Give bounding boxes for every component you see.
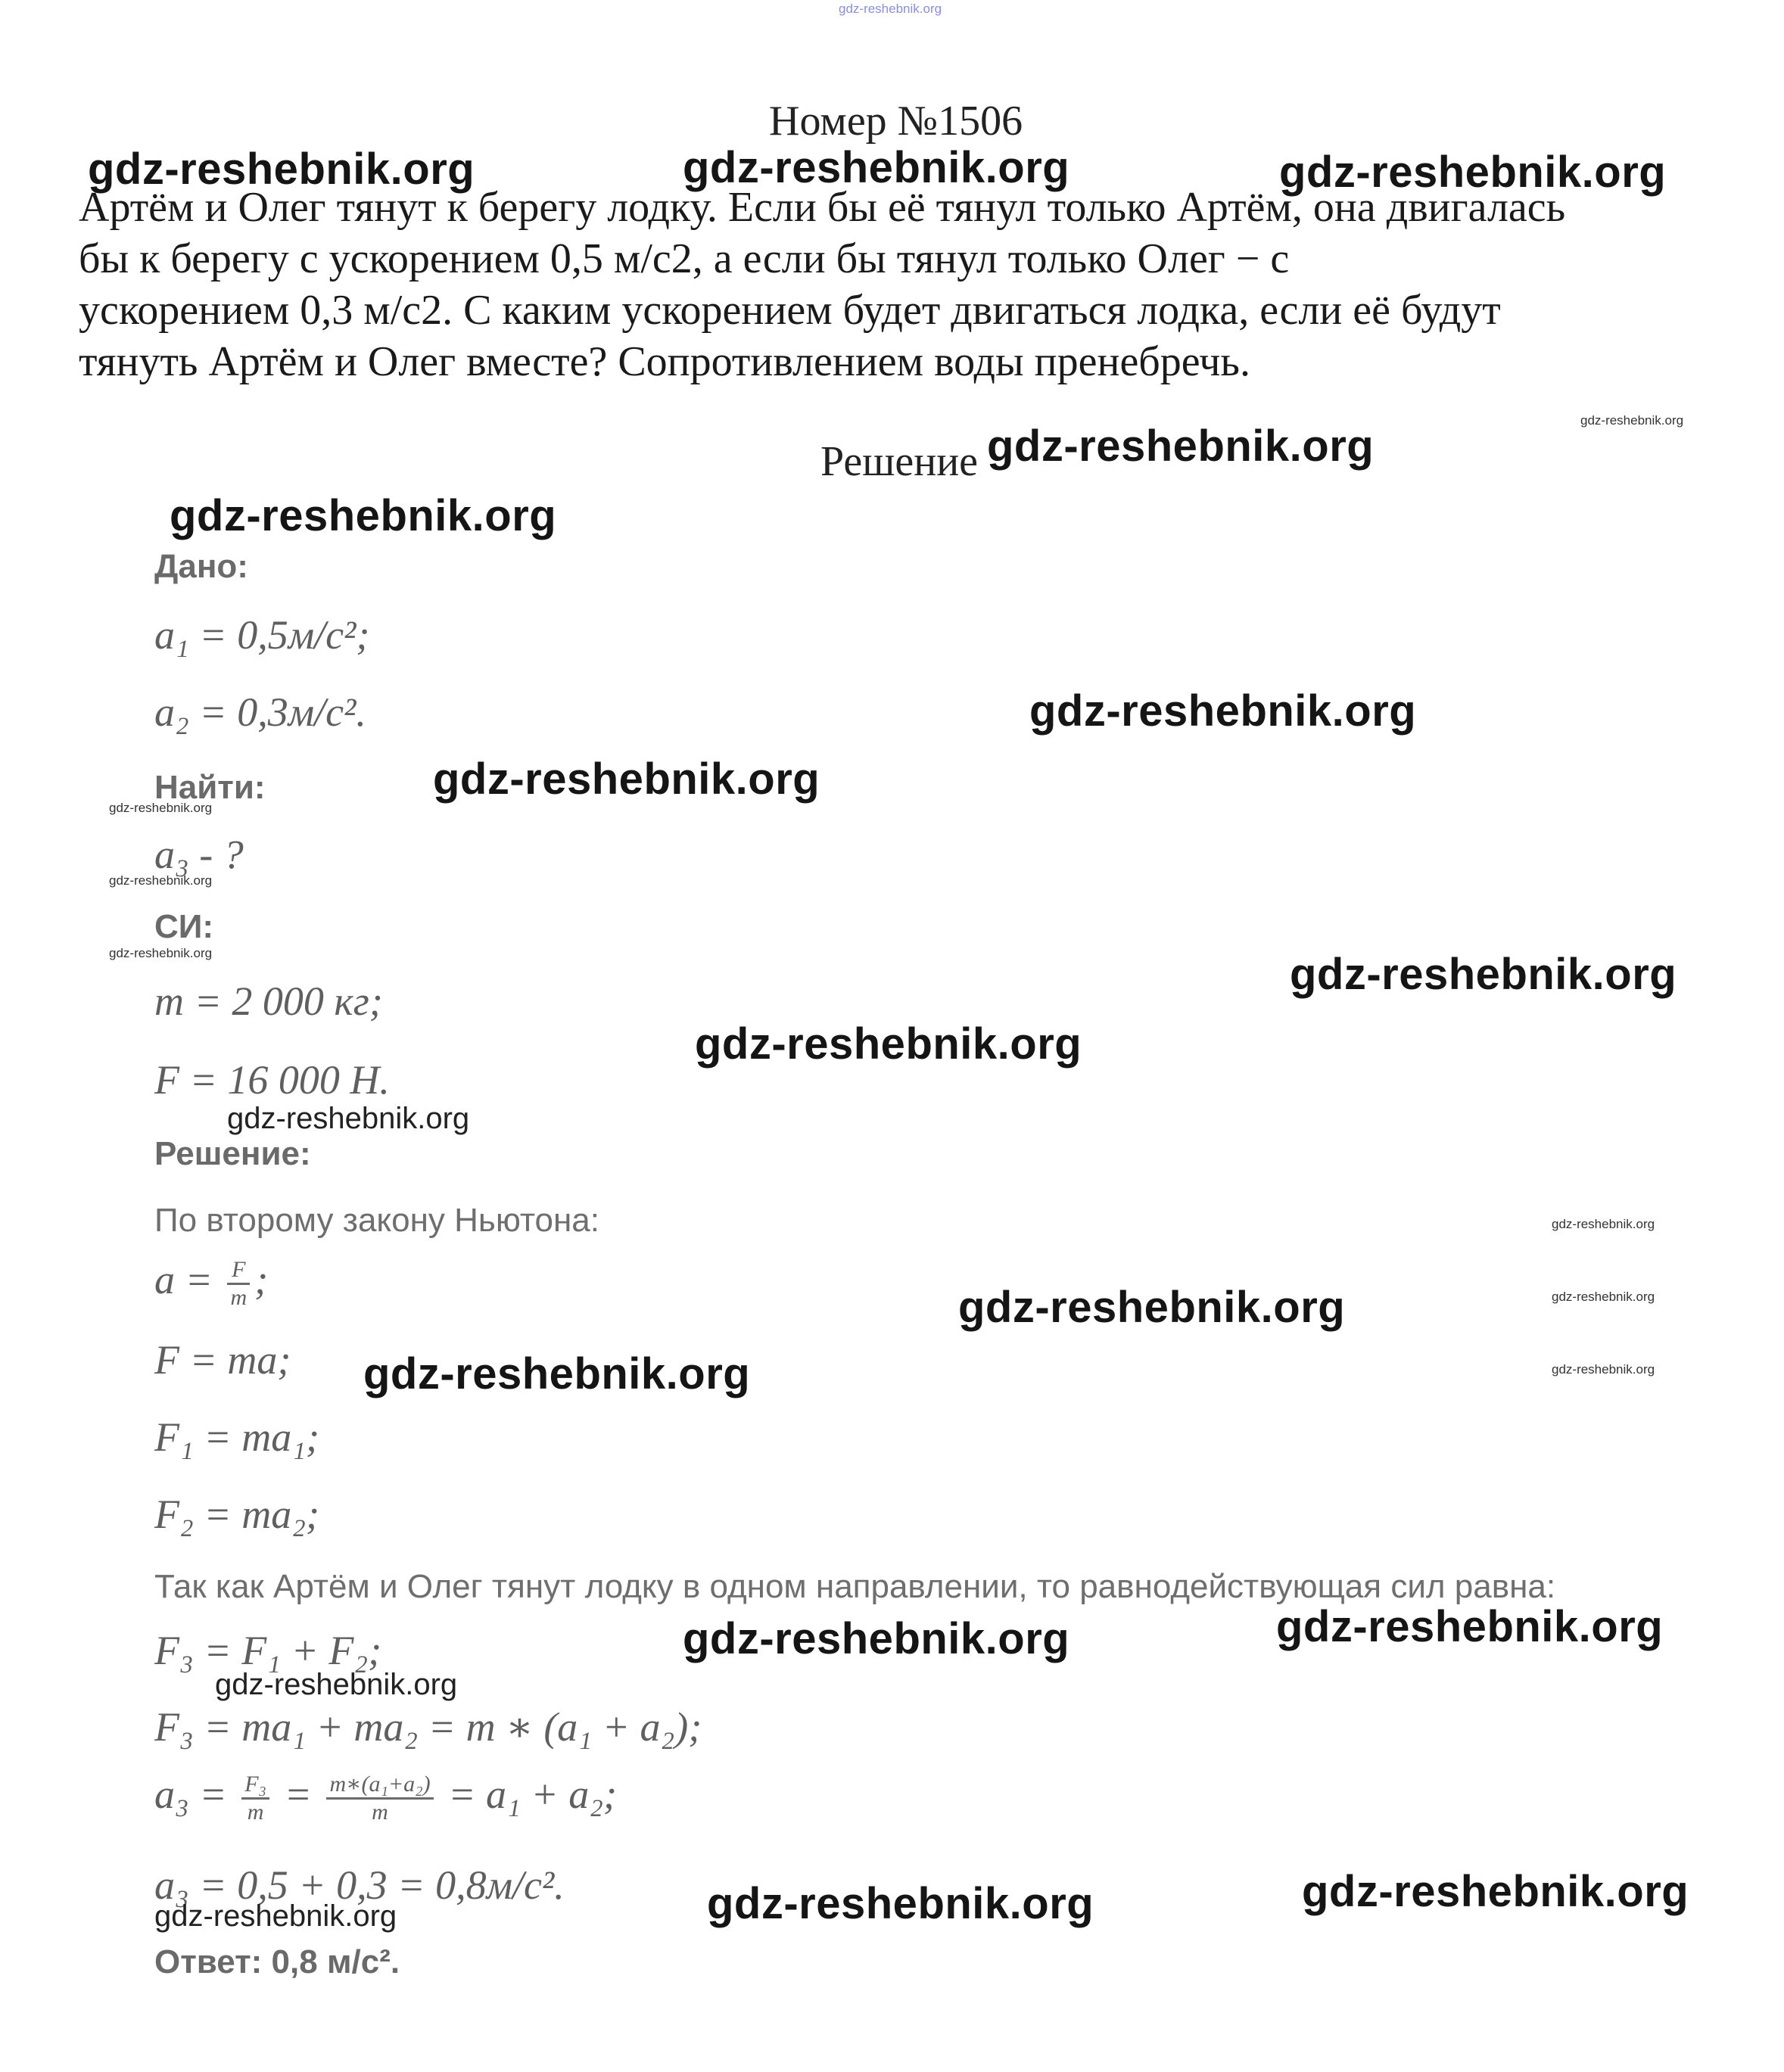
eq-rhs: = a₁ + a₂; <box>448 1772 617 1817</box>
equation-f3-expand: F₃ = ma₁ + ma₂ = m ∗ (a₁ + a₂); <box>154 1704 702 1750</box>
solution-heading: Решение <box>820 438 979 485</box>
find-a3: a₃ - ? <box>154 832 244 877</box>
equation-f1: F₁ = ma₁; <box>154 1414 319 1460</box>
watermark: gdz-reshebnik.org <box>227 1102 470 1135</box>
watermark: gdz-reshebnik.org <box>1276 1602 1664 1651</box>
solution-label: Решение: <box>154 1135 311 1172</box>
problem-line: тянуть Артём и Олег вместе? Сопротивлением воды пренебречь. <box>79 338 1250 385</box>
direction-text: Так как Артём и Олег тянут лодку в одном направлении, то равнодействующая сил равна: <box>154 1568 1556 1605</box>
watermark: gdz-reshebnik.org <box>958 1283 1346 1332</box>
given-a2: a₂ = 0,3м/с². <box>154 689 366 735</box>
watermark: gdz-reshebnik.org <box>1552 1217 1655 1231</box>
watermark: gdz-reshebnik.org <box>109 946 213 960</box>
problem-line: Артём и Олег тянут к берегу лодку. Если бы её тянул только Артём, она двигалась <box>79 184 1566 231</box>
eq-lhs: a₃ = <box>154 1772 227 1817</box>
watermark: gdz-reshebnik.org <box>1580 413 1684 428</box>
watermark: gdz-reshebnik.org <box>109 801 213 815</box>
watermark: gdz-reshebnik.org <box>1552 1362 1655 1377</box>
watermark: gdz-reshebnik.org <box>683 1614 1070 1663</box>
watermark: gdz-reshebnik.org <box>215 1668 458 1701</box>
fraction <box>241 1772 269 1825</box>
si-force: F = 16 000 Н. <box>154 1057 390 1103</box>
watermark: gdz-reshebnik.org <box>1279 148 1667 197</box>
equation-a-f-over-m: a = $\frac{F}{m}$ ; <box>154 1257 269 1311</box>
watermark: gdz-reshebnik.org <box>154 1899 397 1933</box>
watermark: gdz-reshebnik.org <box>695 1019 1082 1069</box>
problem-line: ускорением 0,3 м/с2. С каким ускорением будет двигаться лодка, если её будут <box>79 287 1501 334</box>
watermark: gdz-reshebnik.org <box>170 491 557 540</box>
fraction-numerator: F <box>227 1257 250 1285</box>
equation-a3-derivation: a₃ = $\frac{\text{F₃}}{m}$ = $\frac{\text{m∗(a₁+a₂)}}{m}$ = a₁ + a₂; <box>154 1772 617 1825</box>
fraction-numerator: F₃ <box>241 1772 269 1800</box>
equation-a3-value: a₃ = 0,5 + 0,3 = 0,8м/с². <box>154 1862 565 1908</box>
watermark: gdz-reshebnik.org <box>88 145 475 194</box>
si-mass: m = 2 000 кг; <box>154 978 383 1024</box>
newton-law-text: По второму закону Ньютона: <box>154 1202 600 1239</box>
fraction-denominator: m <box>230 1285 248 1311</box>
watermark: gdz-reshebnik.org <box>433 754 820 804</box>
fraction-denominator: m <box>247 1800 264 1825</box>
watermark: gdz-reshebnik.org <box>683 143 1070 192</box>
watermark: gdz-reshebnik.org <box>987 422 1375 471</box>
fraction-denominator: m <box>372 1800 388 1825</box>
watermark: gdz-reshebnik.org <box>109 873 213 888</box>
equation-f3-sum: F₃ = F₁ + F₂; <box>154 1628 382 1673</box>
watermark: gdz-reshebnik.org <box>1029 686 1417 736</box>
fraction <box>326 1772 433 1825</box>
si-label: СИ: <box>154 908 214 945</box>
header-watermark: gdz-reshebnik.org <box>839 2 942 16</box>
watermark: gdz-reshebnik.org <box>363 1349 751 1398</box>
equation-f-ma: F = ma; <box>154 1337 291 1383</box>
eq-lhs: a = <box>154 1257 213 1302</box>
answer: Ответ: 0,8 м/с². <box>154 1943 400 1980</box>
watermark: gdz-reshebnik.org <box>1552 1290 1655 1304</box>
problem-line: бы к берегу с ускорением 0,5 м/с2, а если бы тянул только Олег − с <box>79 235 1290 282</box>
problem-statement <box>79 182 1714 387</box>
fraction <box>227 1257 250 1311</box>
given-label: Дано: <box>154 548 248 585</box>
equation-f2: F₂ = ma₂; <box>154 1492 319 1537</box>
find-label: Найти: <box>154 769 266 806</box>
watermark: gdz-reshebnik.org <box>1302 1867 1689 1916</box>
given-a1: a₁ = 0,5м/с²; <box>154 612 370 658</box>
watermark: gdz-reshebnik.org <box>1290 950 1677 999</box>
watermark: gdz-reshebnik.org <box>707 1879 1094 1928</box>
fraction-numerator: m∗(a₁+a₂) <box>326 1772 433 1800</box>
page-title: Номер №1506 <box>769 98 1023 145</box>
